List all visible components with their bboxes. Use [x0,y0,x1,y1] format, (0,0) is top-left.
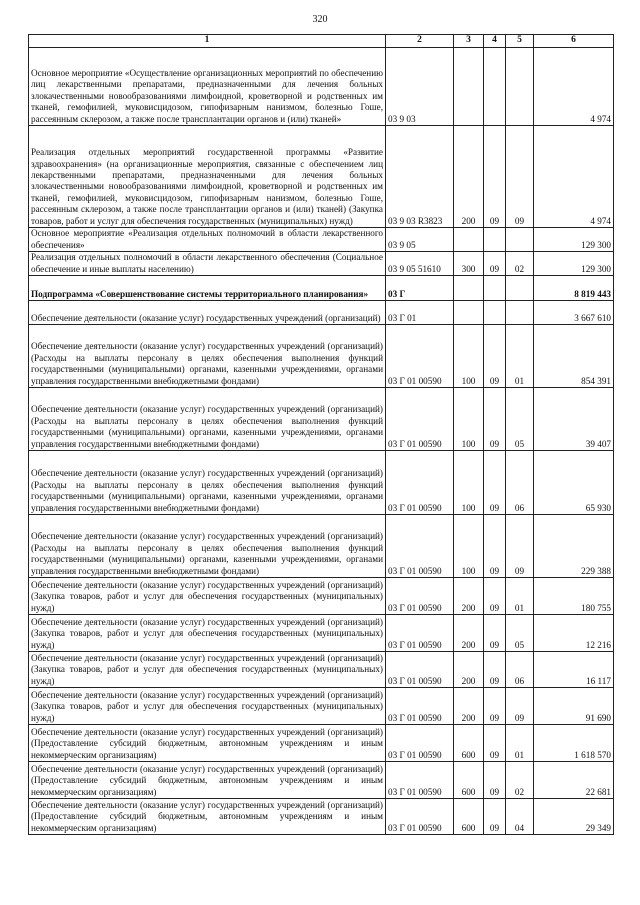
table-row [29,578,614,615]
row-section: 09 [484,578,506,615]
row-amount: 180 755 [534,578,614,615]
table-row [29,451,614,515]
row-amount: 8 819 443 [534,276,614,301]
row-subsection: 06 [506,451,534,515]
row-code: 03 Г [386,276,454,301]
table-row [29,252,614,276]
row-amount: 16 117 [534,652,614,688]
row-description: Основное мероприятие «Осуществление организационных мероприятий по обеспечению лиц лекарственными препаратами, предназначенными для лечения больных злокачественными новообразованиями лимфоидной, кроветворной и родственных им тканей, гемофилией, муковисцидозом, гипофизарным нанизмом, болезнью Гоше, рассеянным склерозом, а также после трансплантации органов и (или) тканей» [29,48,386,126]
row-expense-type: 600 [454,799,484,835]
row-section: 09 [484,515,506,578]
row-amount: 229 388 [534,515,614,578]
table-row [29,301,614,325]
column-header: 3 [454,35,484,48]
row-description: Обеспечение деятельности (оказание услуг) государственных учреждений (организаций) [29,301,386,325]
row-expense-type: 600 [454,725,484,762]
row-amount: 1 618 570 [534,725,614,762]
row-amount: 22 681 [534,762,614,799]
row-subsection: 05 [506,388,534,451]
row-code: 03 Г 01 00590 [386,615,454,652]
row-description: Реализация отдельных мероприятий государственной программы «Развитие здравоохранения» (на организационные мероприятия, связанные с обеспечением лиц лекарственными препаратами, предназначенными для лечения больных злокачественными новообразованиями лимфоидной, кроветворной и родственных им тканей, гемофилией, муковисцидозом, гипофизарным нанизмом, болезнью Гоше, рассеянным склерозом, а также после трансплантации органов и (или) тканей) (Закупка товаров, работ и услуг для обеспечения государственных (муниципальных) нужд) [29,126,386,228]
row-description: Обеспечение деятельности (оказание услуг) государственных учреждений (организаций) (Предоставление субсидий бюджетным, автономным учреждениям и иным некоммерческим организациям) [29,725,386,762]
row-section: 09 [484,799,506,835]
row-code: 03 9 03 [386,48,454,126]
row-section: 09 [484,762,506,799]
row-subsection: 01 [506,725,534,762]
row-section [484,48,506,126]
table-row [29,652,614,688]
row-expense-type: 200 [454,126,484,228]
row-subsection: 04 [506,799,534,835]
row-code: 03 Г 01 00590 [386,451,454,515]
table-row [29,688,614,725]
row-amount: 29 349 [534,799,614,835]
row-description: Обеспечение деятельности (оказание услуг) государственных учреждений (организаций) (Расходы на выплаты персоналу в целях обеспечения выполнения функций государственными (муниципальными) органами, казенными учреждениями, органами управления государственными внебюджетными фондами) [29,325,386,388]
row-subsection [506,48,534,126]
row-subsection: 09 [506,126,534,228]
table-body [29,48,614,835]
row-section: 09 [484,652,506,688]
row-expense-type: 100 [454,388,484,451]
table-row [29,615,614,652]
row-expense-type: 600 [454,762,484,799]
column-header: 1 [29,35,386,48]
row-subsection: 06 [506,652,534,688]
row-code: 03 9 05 51610 [386,252,454,276]
row-subsection: 05 [506,615,534,652]
row-description: Обеспечение деятельности (оказание услуг) государственных учреждений (организаций) (Расходы на выплаты персоналу в целях обеспечения выполнения функций государственными (муниципальными) органами, казенными учреждениями, органами управления государственными внебюджетными фондами) [29,515,386,578]
row-section: 09 [484,725,506,762]
row-code: 03 Г 01 [386,301,454,325]
row-expense-type: 100 [454,325,484,388]
table-row [29,228,614,252]
row-expense-type: 200 [454,578,484,615]
row-code: 03 Г 01 00590 [386,515,454,578]
column-header: 4 [484,35,506,48]
row-subsection: 09 [506,515,534,578]
row-subsection: 01 [506,325,534,388]
row-code: 03 Г 01 00590 [386,688,454,725]
table-row [29,388,614,451]
row-amount: 12 216 [534,615,614,652]
row-expense-type: 100 [454,451,484,515]
row-code: 03 9 03 R3823 [386,126,454,228]
table-row [29,799,614,835]
row-description: Обеспечение деятельности (оказание услуг) государственных учреждений (организаций) (Закупка товаров, работ и услуг для обеспечения государственных (муниципальных) нужд) [29,615,386,652]
column-header: 2 [386,35,454,48]
row-amount: 129 300 [534,252,614,276]
row-subsection: 02 [506,762,534,799]
row-description: Обеспечение деятельности (оказание услуг) государственных учреждений (организаций) (Закупка товаров, работ и услуг для обеспечения государственных (муниципальных) нужд) [29,688,386,725]
row-section: 09 [484,615,506,652]
row-section: 09 [484,126,506,228]
row-subsection: 09 [506,688,534,725]
table-header-row [29,35,614,48]
row-code: 03 Г 01 00590 [386,799,454,835]
row-description: Обеспечение деятельности (оказание услуг) государственных учреждений (организаций) (Предоставление субсидий бюджетным, автономным учреждениям и иным некоммерческим организациям) [29,762,386,799]
row-description: Обеспечение деятельности (оказание услуг) государственных учреждений (организаций) (Закупка товаров, работ и услуг для обеспечения государственных (муниципальных) нужд) [29,652,386,688]
row-code: 03 Г 01 00590 [386,725,454,762]
row-amount: 39 407 [534,388,614,451]
row-section: 09 [484,688,506,725]
row-section [484,276,506,301]
row-description: Обеспечение деятельности (оказание услуг) государственных учреждений (организаций) (Закупка товаров, работ и услуг для обеспечения государственных (муниципальных) нужд) [29,578,386,615]
row-expense-type: 200 [454,688,484,725]
row-description: Обеспечение деятельности (оказание услуг) государственных учреждений (организаций) (Расходы на выплаты персоналу в целях обеспечения выполнения функций государственными (муниципальными) органами, казенными учреждениями, органами управления государственными внебюджетными фондами) [29,451,386,515]
row-subsection: 02 [506,252,534,276]
row-subsection [506,301,534,325]
row-description: Реализация отдельных полномочий в области лекарственного обеспечения (Социальное обеспечение и иные выплаты населению) [29,252,386,276]
row-section: 09 [484,252,506,276]
row-section [484,228,506,252]
row-expense-type [454,228,484,252]
row-expense-type [454,48,484,126]
table-row [29,762,614,799]
row-expense-type: 200 [454,652,484,688]
budget-table [28,34,614,835]
row-section: 09 [484,388,506,451]
row-subsection [506,228,534,252]
table-row [29,126,614,228]
row-subsection: 01 [506,578,534,615]
column-header: 6 [534,35,614,48]
row-amount: 4 974 [534,126,614,228]
row-expense-type: 200 [454,615,484,652]
row-expense-type: 100 [454,515,484,578]
row-code: 03 Г 01 00590 [386,578,454,615]
row-expense-type: 300 [454,252,484,276]
table-row [29,515,614,578]
row-amount: 4 974 [534,48,614,126]
row-expense-type [454,276,484,301]
row-code: 03 Г 01 00590 [386,388,454,451]
row-description: Основное мероприятие «Реализация отдельных полномочий в области лекарственного обеспечения» [29,228,386,252]
page-number: 320 [312,14,328,25]
row-amount: 65 930 [534,451,614,515]
row-code: 03 9 05 [386,228,454,252]
table-row [29,276,614,301]
row-code: 03 Г 01 00590 [386,325,454,388]
row-amount: 129 300 [534,228,614,252]
row-expense-type [454,301,484,325]
row-amount: 854 391 [534,325,614,388]
row-code: 03 Г 01 00590 [386,762,454,799]
row-description: Подпрограмма «Совершенствование системы территориального планирования» [29,276,386,301]
row-subsection [506,276,534,301]
row-section [484,301,506,325]
table-row [29,48,614,126]
row-section: 09 [484,325,506,388]
table-row [29,325,614,388]
row-description: Обеспечение деятельности (оказание услуг) государственных учреждений (организаций) (Расходы на выплаты персоналу в целях обеспечения выполнения функций государственными (муниципальными) органами, казенными учреждениями, органами управления государственными внебюджетными фондами) [29,388,386,451]
row-code: 03 Г 01 00590 [386,652,454,688]
row-description: Обеспечение деятельности (оказание услуг) государственных учреждений (организаций) (Предоставление субсидий бюджетным, автономным учреждениям и иным некоммерческим организациям) [29,799,386,835]
row-amount: 91 690 [534,688,614,725]
column-header: 5 [506,35,534,48]
row-amount: 3 667 610 [534,301,614,325]
row-section: 09 [484,451,506,515]
table-row [29,725,614,762]
